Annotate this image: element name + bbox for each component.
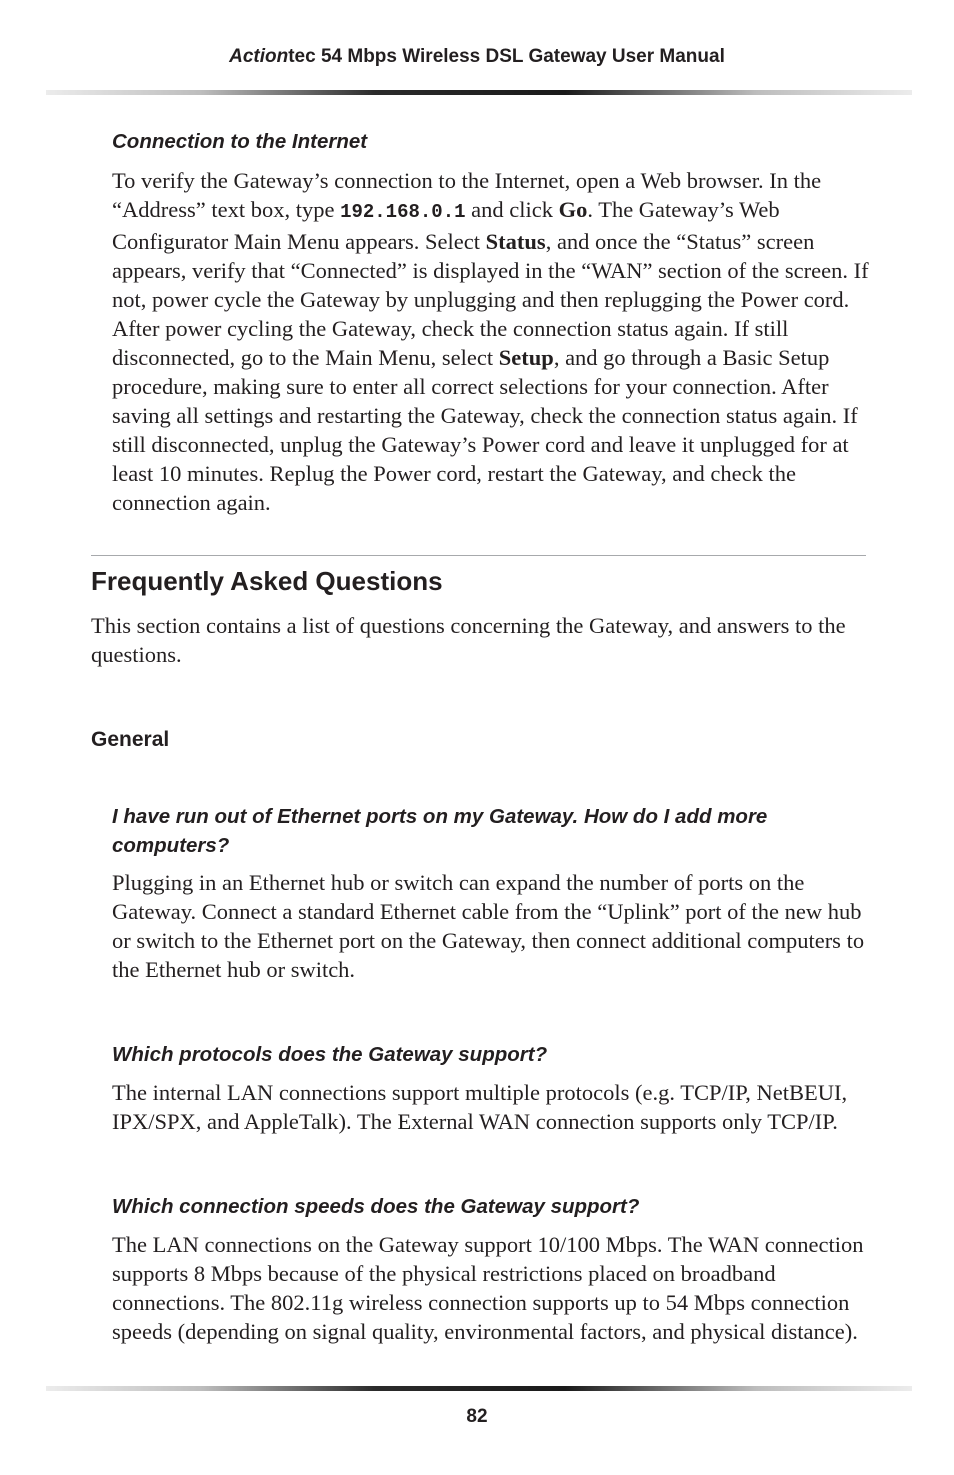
connection-text-3: . The Gateway’s Web Configurator Main Menu appears. Select [112,197,780,254]
faq-answer-3: The LAN connections on the Gateway support 10/100 Mbps. The WAN connection supports 8 Mbps because of the physical restrictions placed on broadband connections. The 802.11g wireless connection supports up to 54 Mbps connection speeds (depending on signal quality, environmental factors, and physical distance). [112,1232,864,1344]
connection-paragraph [112,166,872,517]
running-header [0,46,954,68]
faq-answer-2: The internal LAN connections support multiple protocols (e.g. TCP/IP, NetBEUI, IPX/SPX, and AppleTalk). The External WAN connection supports only TCP/IP. [112,1080,848,1134]
faq-intro: This section contains a list of questions concerning the Gateway, and answers to the questions. [91,613,846,667]
setup-keyword: Setup [498,345,554,370]
connection-text-1: To verify the Gateway’s connection to the Internet, open a Web browser. In the “Address” text box, type [112,168,822,222]
faq-question-1: I have run out of Ethernet ports on my Gateway. How do I add more computers? [112,805,768,857]
faq-title: Frequently Asked Questions [91,566,443,596]
section-divider [91,555,866,556]
connection-text-5: , and go through a Basic Setup procedure, making sure to enter all correct selections for your connection. After saving all settings and restarting the Gateway, check the connection status again. If still disconnected, unplug the Gateway’s Power cord and leave it unplugged for at least 10 minutes. Replug the Power cord, restart the Gateway, and check the connection again. [112,345,858,515]
connection-heading: Connection to the Internet [112,130,368,153]
connection-text-4: , and once the “Status” screen appears, verify that “Connected” is displayed in the “WAN” section of the screen. If not, power cycle the Gateway by unplugging and then replugging the Power cord. After power cycling the Gateway, check the connection status again. If still disconnected, go to the Main Menu, select [112,229,869,370]
faq-answer-1: Plugging in an Ethernet hub or switch can expand the number of ports on the Gateway. Connect a standard Ethernet cable from the “Uplink” port of the new hub or switch to the Ethernet port on the Gateway, then connect additional computers to the Ethernet hub or switch. [112,870,865,982]
status-keyword: Status [485,229,546,254]
faq-question-2: Which protocols does the Gateway support? [112,1043,548,1066]
go-keyword: Go [558,197,588,222]
general-heading: General [91,728,170,751]
page-number: 82 [466,1406,488,1427]
header-title-rest: tec 54 Mbps Wireless DSL Gateway User Manual [288,46,725,67]
header-rule [46,90,912,95]
header-title-italic: Action [229,46,289,67]
connection-text-2: and click [465,197,559,222]
faq-question-3: Which connection speeds does the Gateway support? [112,1195,640,1218]
footer-rule [46,1386,912,1391]
ip-address: 192.168.0.1 [340,201,466,223]
